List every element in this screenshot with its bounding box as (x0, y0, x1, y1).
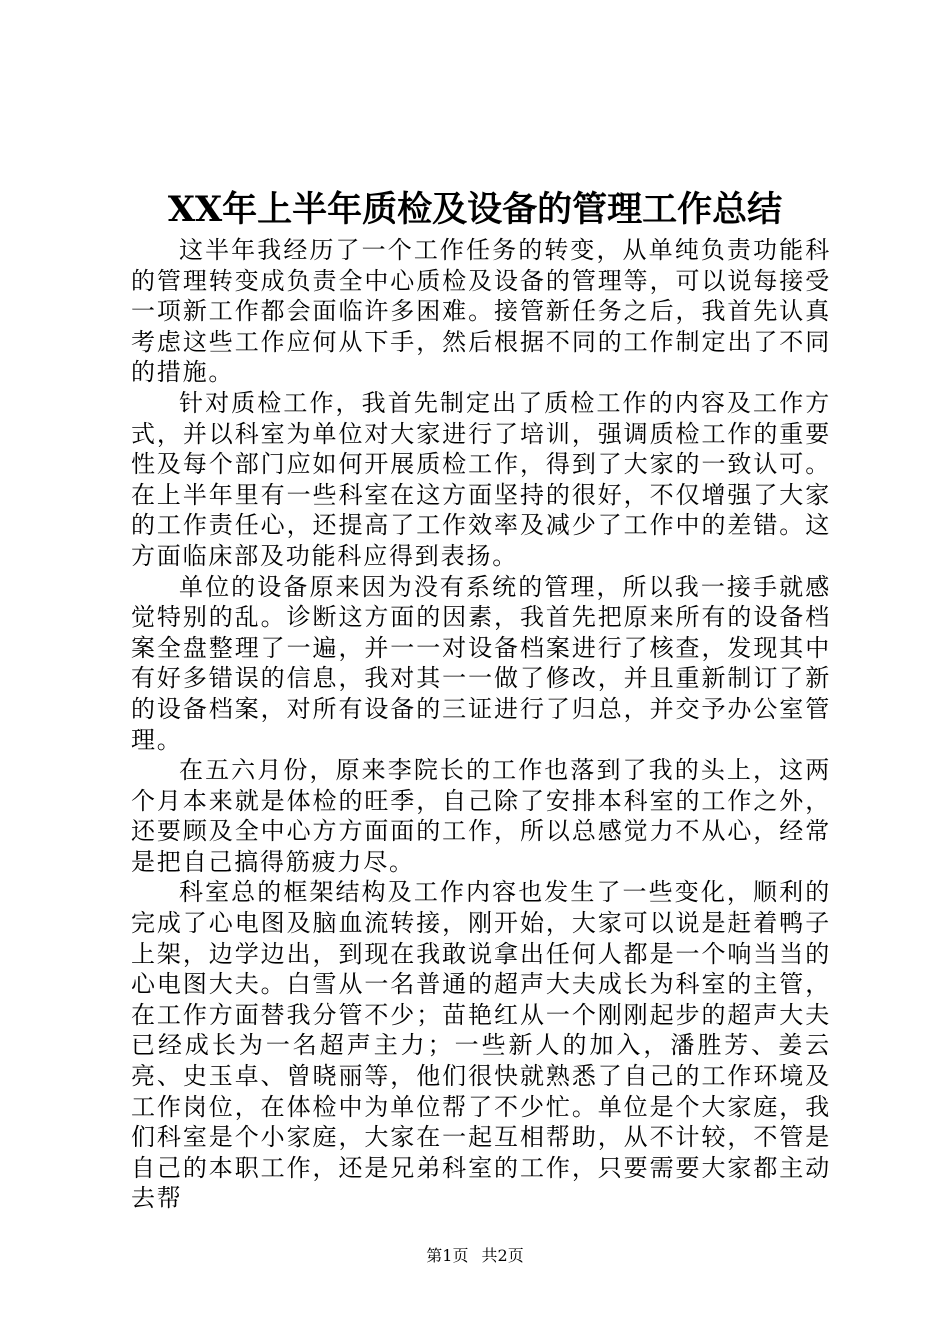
page-total: 共2页 (481, 1246, 524, 1265)
paragraph-2: 针对质检工作，我首先制定出了质检工作的内容及工作方式，并以科室为单位对大家进行了培训，强调质检工作的重要性及每个部门应如何开展质检工作，得到了大家的一致认可。在上半年里有一些科室在这方面坚持的很好，不仅增强了大家的工作责任心，还提高了工作效率及减少了工作中的差错。这方面临床部及功能科应得到表扬。 (131, 388, 831, 570)
document-title: XX年上半年质检及设备的管理工作总结 (167, 189, 783, 230)
page-number: 第1页 (426, 1246, 469, 1265)
paragraph-4: 在五六月份，原来李院长的工作也落到了我的头上，这两个月本来就是体检的旺季，自己除了安排本科室的工作之外，还要顾及全中心方方面面的工作，所以总感觉力不从心，经常是把自己搞得筋疲力尽。 (131, 756, 831, 876)
paragraph-3: 单位的设备原来因为没有系统的管理，所以我一接手就感觉特别的乱。诊断这方面的因素，我首先把原来所有的设备档案全盘整理了一遍，并一一对设备档案进行了核查，发现其中有好多错误的信息，我对其一一做了修改，并且重新制订了新的设备档案，对所有设备的三证进行了归总，并交予办公室管理。 (131, 572, 831, 754)
paragraph-5: 科室总的框架结构及工作内容也发生了一些变化，顺利的完成了心电图及脑血流转接，刚开始，大家可以说是赶着鸭子上架，边学边出，到现在我敢说拿出任何人都是一个响当当的心电图大夫。白雪从一名普通的超声大夫成长为科室的主管，在工作方面替我分管不少；苗艳红从一个刚刚起步的超声大夫已经成长为一名超声主力；一些新人的加入，潘胜芳、姜云亮、史玉卓、曾晓丽等，他们很快就熟悉了自己的工作环境及工作岗位，在体检中为单位帮了不少忙。单位是个大家庭，我们科室是个小家庭，大家在一起互相帮助，从不计较，不管是自己的本职工作，还是兄弟科室的工作，只要需要大家都主动去帮 (131, 878, 831, 1213)
paragraph-1: 这半年我经历了一个工作任务的转变，从单纯负责功能科的管理转变成负责全中心质检及设备的管理等，可以说每接受一项新工作都会面临许多困难。接管新任务之后，我首先认真考虑这些工作应何从下手，然后根据不同的工作制定出了不同的措施。 (131, 236, 831, 387)
page-footer (0, 1246, 950, 1266)
document-body (131, 235, 831, 1214)
